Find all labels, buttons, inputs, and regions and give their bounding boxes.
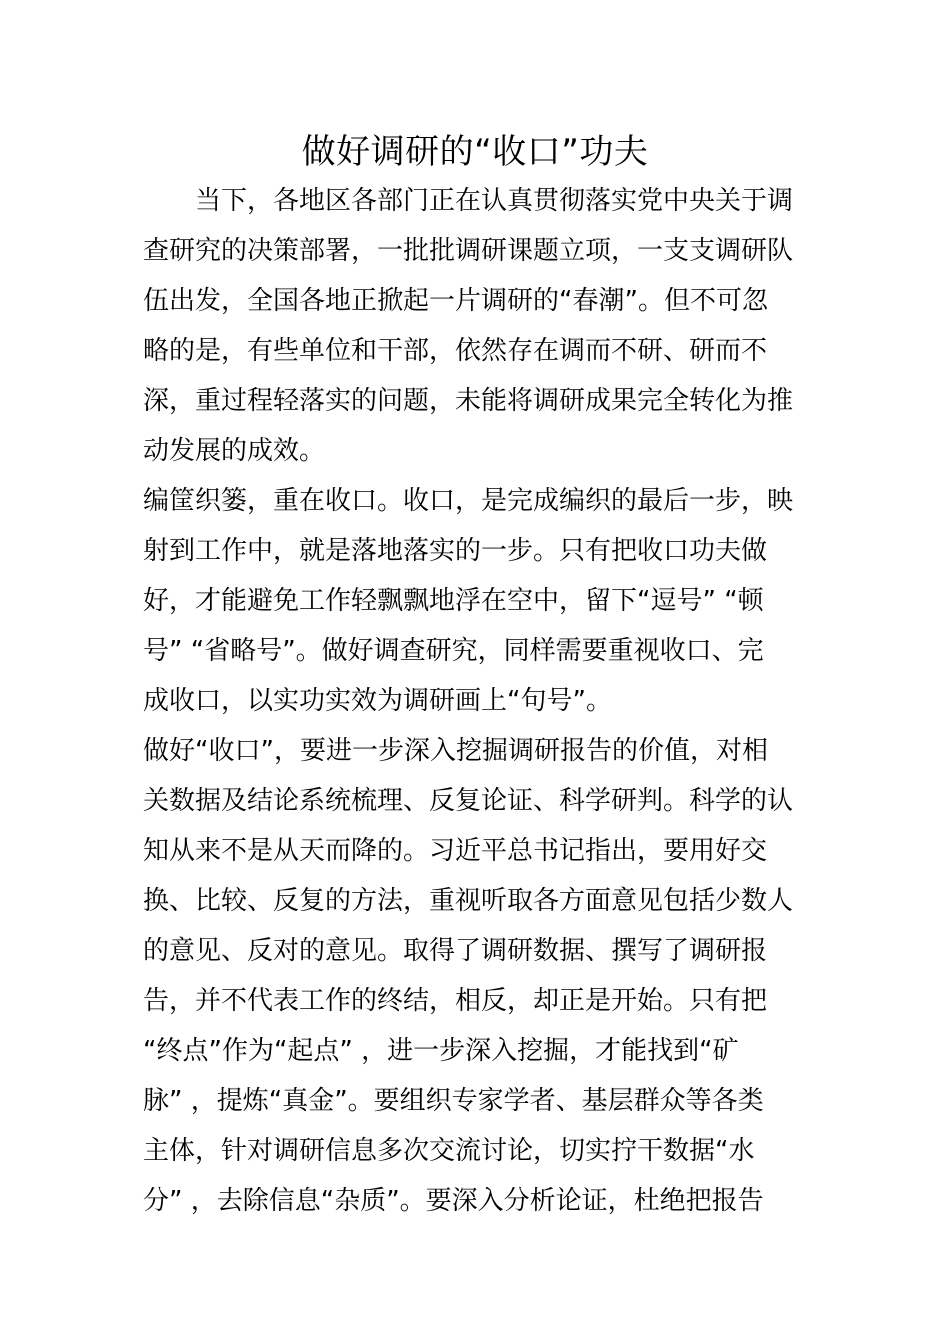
- body-line: 成收口，以实功实效为调研画上“句号”。: [143, 686, 612, 716]
- body-line: 深，重过程轻落实的问题，未能将调研成果完全转化为推: [143, 386, 794, 416]
- body-line: 伍出发，全国各地正掀起一片调研的“春潮”。但不可忽: [143, 286, 768, 316]
- body-line: 号” “省略号”。做好调查研究，同样需要重视收口、完: [143, 636, 764, 666]
- body-line: 知从来不是从天而降的。习近平总书记指出，要用好交: [143, 836, 768, 866]
- body-line: 射到工作中，就是落地落实的一步。只有把收口功夫做: [143, 536, 768, 566]
- document-title: 做好调研的“收口”功夫: [301, 132, 649, 172]
- body-line: 做好“收口”，要进一步深入挖掘调研报告的价值，对相: [143, 736, 768, 766]
- body-line: 编筐织篓，重在收口。收口，是完成编织的最后一步，映: [143, 486, 794, 516]
- body-line: 略的是，有些单位和干部，依然存在调而不研、研而不: [143, 336, 768, 366]
- body-line: 换、比较、反复的方法，重视听取各方面意见包括少数人: [143, 886, 794, 916]
- body-line: 关数据及结论系统梳理、反复论证、科学研判。科学的认: [143, 786, 794, 816]
- body-line: 告，并不代表工作的终结，相反，却正是开始。只有把: [143, 986, 768, 1016]
- body-line: 脉” ，提炼“真金”。要组织专家学者、基层群众等各类: [143, 1086, 764, 1116]
- body-line: 的意见、反对的意见。取得了调研数据、撰写了调研报: [143, 936, 768, 966]
- body-line: 动发展的成效。: [143, 436, 326, 466]
- body-line: 查研究的决策部署，一批批调研课题立项，一支支调研队: [143, 236, 794, 266]
- body-line: 好，才能避免工作轻飘飘地浮在空中，留下“逗号” “顿: [143, 586, 764, 616]
- body-line: 当下，各地区各部门正在认真贯彻落实党中央关于调: [143, 186, 794, 216]
- body-line: 分” ，去除信息“杂质”。要深入分析论证，杜绝把报告: [143, 1186, 764, 1216]
- body-line: 主体，针对调研信息多次交流讨论，切实拧干数据“水: [143, 1136, 755, 1166]
- body-line: “终点”作为“起点” ，进一步深入挖掘，才能找到“矿: [143, 1036, 739, 1066]
